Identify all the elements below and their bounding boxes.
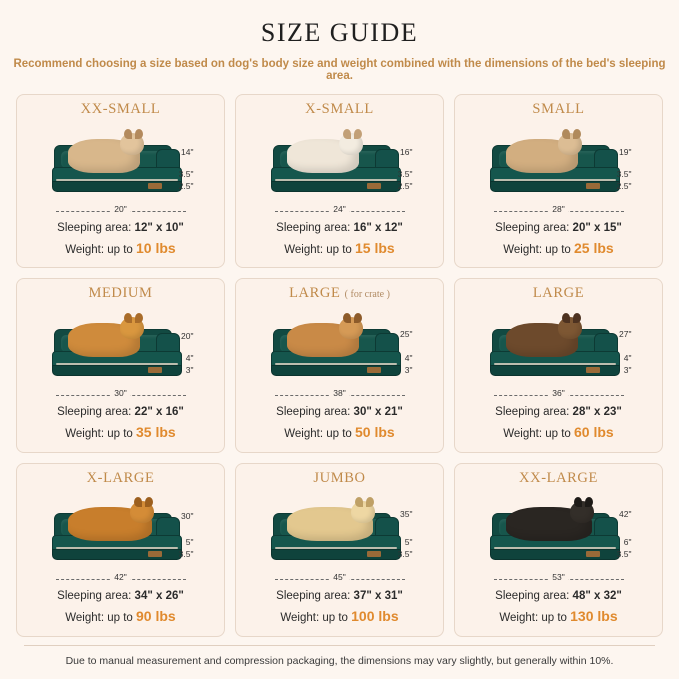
page-subtitle: Recommend choosing a size based on dog's body size and weight combined with the dimensions of the bed's sleeping area. xyxy=(13,58,666,82)
bed-drawing xyxy=(46,131,196,203)
brand-tag xyxy=(367,367,381,373)
bed-illustration xyxy=(242,120,437,205)
dim-height: 30" xyxy=(181,511,194,522)
card-size-name: LARGE xyxy=(289,285,341,302)
card-size-name: X-LARGE xyxy=(86,469,155,486)
card-size-name: X-SMALL xyxy=(305,101,374,117)
size-card xyxy=(454,94,663,268)
sleeping-area-value: 34" x 26" xyxy=(134,590,184,603)
weight-label: Weight: up to xyxy=(65,243,137,256)
card-size-name: MEDIUM xyxy=(88,285,153,302)
dim-width: 38" xyxy=(330,388,348,398)
brand-tag xyxy=(586,551,600,557)
dim-mid: 4" xyxy=(404,353,413,364)
weight-row xyxy=(276,238,403,260)
dim-width: 20" xyxy=(111,204,129,214)
sleeping-area-row xyxy=(495,404,622,422)
dim-mid: 4" xyxy=(185,353,194,364)
card-specs xyxy=(495,404,622,444)
dog-ear-icon xyxy=(124,129,132,139)
sleeping-area-label: Sleeping area: xyxy=(495,590,573,603)
dim-width-row xyxy=(275,205,405,218)
dog-illustration xyxy=(68,323,140,357)
bed-base xyxy=(52,181,182,192)
bed-illustration xyxy=(23,120,218,205)
weight-value: 15 lbs xyxy=(355,239,395,256)
weight-label: Weight: up to xyxy=(503,243,575,256)
dim-width: 28" xyxy=(549,204,567,214)
weight-label: Weight: up to xyxy=(65,612,137,625)
dog-illustration xyxy=(506,323,578,357)
dog-head xyxy=(570,501,594,523)
size-card xyxy=(235,94,444,268)
sleeping-area-label: Sleeping area: xyxy=(276,221,354,234)
sleeping-area-row xyxy=(495,588,622,606)
weight-label: Weight: up to xyxy=(284,427,356,440)
weight-row xyxy=(57,606,184,628)
weight-value: 35 lbs xyxy=(136,423,176,440)
bed-base xyxy=(490,181,620,192)
sleeping-area-row xyxy=(276,588,403,606)
bed-base xyxy=(52,549,182,560)
sleeping-area-label: Sleeping area: xyxy=(57,590,135,603)
dim-width-row xyxy=(494,205,624,218)
card-specs xyxy=(276,588,403,628)
bed-drawing xyxy=(46,499,196,571)
sleeping-area-value: 22" x 16" xyxy=(134,406,184,419)
card-specs xyxy=(495,588,622,628)
sleeping-area-row xyxy=(495,220,622,238)
card-title xyxy=(88,285,152,302)
weight-value: 25 lbs xyxy=(574,239,614,256)
card-size-name: SMALL xyxy=(532,101,585,117)
sleeping-area-value: 12" x 10" xyxy=(134,221,184,234)
card-specs xyxy=(57,220,184,260)
card-size-note: ( for crate ) xyxy=(344,289,390,301)
weight-label: Weight: up to xyxy=(284,243,356,256)
size-card xyxy=(454,463,663,637)
sleeping-area-label: Sleeping area: xyxy=(495,221,573,234)
dog-ear-icon xyxy=(573,129,581,139)
dog-illustration xyxy=(68,139,140,173)
dog-illustration xyxy=(506,507,592,541)
card-size-name: XX-SMALL xyxy=(80,101,161,117)
bed-base xyxy=(271,365,401,376)
sleeping-area-row xyxy=(276,404,403,422)
card-title xyxy=(313,470,365,487)
card-title xyxy=(81,101,161,118)
sleeping-area-label: Sleeping area: xyxy=(495,406,573,419)
bed-illustration xyxy=(461,304,656,389)
weight-row xyxy=(276,606,403,628)
dog-ear-icon xyxy=(343,129,351,139)
weight-row xyxy=(57,422,184,444)
sleeping-area-row xyxy=(57,588,184,606)
dim-height: 16" xyxy=(400,146,413,157)
dog-head xyxy=(120,133,144,155)
dim-mid: 5" xyxy=(185,537,194,548)
card-size-name: LARGE xyxy=(532,285,585,302)
size-card xyxy=(16,94,225,268)
weight-label: Weight: up to xyxy=(280,612,352,625)
dim-height: 27" xyxy=(619,329,632,340)
dim-height: 19" xyxy=(619,146,632,157)
dim-width-row xyxy=(275,573,405,586)
size-card xyxy=(235,463,444,637)
bed-base xyxy=(271,181,401,192)
dim-height: 14" xyxy=(181,146,194,157)
dim-low: 3.5" xyxy=(178,549,194,560)
dim-mid: 3.5" xyxy=(397,168,413,179)
bed-illustration xyxy=(242,489,437,574)
dog-illustration xyxy=(68,507,152,541)
dim-width: 42" xyxy=(111,572,129,582)
bed-illustration xyxy=(23,304,218,389)
brand-tag xyxy=(586,367,600,373)
dim-width-row xyxy=(275,389,405,402)
bed-drawing xyxy=(46,315,196,387)
dog-head xyxy=(339,133,363,155)
size-card xyxy=(454,278,663,452)
brand-tag xyxy=(367,551,381,557)
dog-ear-icon xyxy=(562,129,570,139)
dim-mid: 3.5" xyxy=(616,168,632,179)
dog-ear-icon xyxy=(145,497,153,507)
dog-ear-icon xyxy=(355,497,363,507)
card-specs xyxy=(57,588,184,628)
brand-tag xyxy=(148,551,162,557)
bed-illustration xyxy=(461,120,656,205)
sleeping-area-label: Sleeping area: xyxy=(57,406,135,419)
brand-tag xyxy=(148,367,162,373)
weight-label: Weight: up to xyxy=(503,427,575,440)
card-specs xyxy=(276,220,403,260)
dim-width-row xyxy=(56,573,186,586)
dog-head xyxy=(558,133,582,155)
dim-low: 2.5" xyxy=(616,180,632,191)
dog-ear-icon xyxy=(573,313,581,323)
dim-width-row xyxy=(494,389,624,402)
weight-label: Weight: up to xyxy=(65,427,137,440)
brand-tag xyxy=(148,183,162,189)
dim-low: 3.5" xyxy=(397,549,413,560)
dog-ear-icon xyxy=(354,129,362,139)
dog-ear-icon xyxy=(562,313,570,323)
dog-illustration xyxy=(287,323,359,357)
card-size-name: JUMBO xyxy=(313,469,366,486)
bed-base xyxy=(52,365,182,376)
sleeping-area-value: 37" x 31" xyxy=(353,590,403,603)
weight-row xyxy=(495,238,622,260)
dog-ear-icon xyxy=(124,313,132,323)
weight-label: Weight: up to xyxy=(499,612,571,625)
sleeping-area-label: Sleeping area: xyxy=(276,590,354,603)
bed-drawing xyxy=(265,499,415,571)
size-card xyxy=(235,278,444,452)
card-specs xyxy=(495,220,622,260)
dog-ear-icon xyxy=(135,129,143,139)
dim-width: 30" xyxy=(111,388,129,398)
dim-height: 20" xyxy=(181,331,194,342)
bed-illustration xyxy=(23,489,218,574)
dog-ear-icon xyxy=(135,313,143,323)
dim-low: 3" xyxy=(185,365,194,376)
dim-height: 42" xyxy=(619,509,632,520)
bed-drawing xyxy=(484,499,634,571)
bed-illustration xyxy=(242,304,437,389)
dim-low: 3" xyxy=(623,365,632,376)
sleeping-area-row xyxy=(57,220,184,238)
sleeping-area-value: 16" x 12" xyxy=(353,221,403,234)
bed-illustration xyxy=(461,489,656,574)
bed-base xyxy=(490,549,620,560)
dog-ear-icon xyxy=(134,497,142,507)
weight-value: 130 lbs xyxy=(570,608,618,625)
dim-height: 25" xyxy=(400,329,413,340)
dog-ear-icon xyxy=(366,497,374,507)
dog-head xyxy=(339,317,363,339)
sleeping-area-row xyxy=(57,404,184,422)
dim-mid: 6" xyxy=(623,537,632,548)
dog-illustration xyxy=(287,507,373,541)
dim-width-row xyxy=(56,389,186,402)
bed-drawing xyxy=(484,315,634,387)
dim-low: 3.5" xyxy=(616,549,632,560)
card-title xyxy=(519,470,598,487)
dim-low: 2.5" xyxy=(178,180,194,191)
card-title xyxy=(305,101,374,118)
size-card xyxy=(16,278,225,452)
size-card xyxy=(16,463,225,637)
weight-row xyxy=(276,422,403,444)
dog-head xyxy=(120,317,144,339)
page-title: SIZE GUIDE xyxy=(260,18,419,47)
bed-base xyxy=(271,549,401,560)
sleeping-area-row xyxy=(276,220,403,238)
card-title xyxy=(289,285,390,302)
bed-drawing xyxy=(484,131,634,203)
card-specs xyxy=(57,404,184,444)
dog-head xyxy=(130,501,154,523)
weight-value: 50 lbs xyxy=(355,423,395,440)
dim-width: 53" xyxy=(549,572,567,582)
card-title xyxy=(533,285,584,302)
dog-ear-icon xyxy=(585,497,593,507)
weight-row xyxy=(495,606,622,628)
dim-low: 3" xyxy=(404,365,413,376)
dim-low: 2.5" xyxy=(397,180,413,191)
dim-mid: 3.5" xyxy=(178,168,194,179)
dog-head xyxy=(351,501,375,523)
size-card-grid xyxy=(10,94,669,637)
weight-value: 10 lbs xyxy=(136,239,176,256)
sleeping-area-label: Sleeping area: xyxy=(57,221,135,234)
dog-illustration xyxy=(506,139,578,173)
card-title xyxy=(532,101,584,118)
dim-width-row xyxy=(56,205,186,218)
footer-note: Due to manual measurement and compression packaging, the dimensions may vary slightly, but generally within 10%. xyxy=(65,655,614,667)
sleeping-area-value: 48" x 32" xyxy=(572,590,622,603)
sleeping-area-label: Sleeping area: xyxy=(276,406,354,419)
dog-ear-icon xyxy=(574,497,582,507)
weight-row xyxy=(57,238,184,260)
weight-value: 60 lbs xyxy=(574,423,614,440)
brand-tag xyxy=(367,183,381,189)
sleeping-area-value: 30" x 21" xyxy=(353,406,403,419)
card-specs xyxy=(276,404,403,444)
dim-width: 36" xyxy=(549,388,567,398)
dog-ear-icon xyxy=(354,313,362,323)
dim-width: 24" xyxy=(330,204,348,214)
weight-row xyxy=(495,422,622,444)
bed-base xyxy=(490,365,620,376)
sleeping-area-value: 28" x 23" xyxy=(572,406,622,419)
dim-mid: 5" xyxy=(404,537,413,548)
dog-head xyxy=(558,317,582,339)
weight-value: 90 lbs xyxy=(136,608,176,625)
bed-drawing xyxy=(265,315,415,387)
bed-drawing xyxy=(265,131,415,203)
card-title xyxy=(87,470,155,487)
dog-ear-icon xyxy=(343,313,351,323)
card-size-name: XX-LARGE xyxy=(519,469,598,486)
dim-width-row xyxy=(494,573,624,586)
dog-illustration xyxy=(287,139,359,173)
dim-mid: 4" xyxy=(623,353,632,364)
brand-tag xyxy=(586,183,600,189)
sleeping-area-value: 20" x 15" xyxy=(572,221,622,234)
dim-height: 35" xyxy=(400,509,413,520)
dim-width: 45" xyxy=(330,572,348,582)
weight-value: 100 lbs xyxy=(351,608,399,625)
